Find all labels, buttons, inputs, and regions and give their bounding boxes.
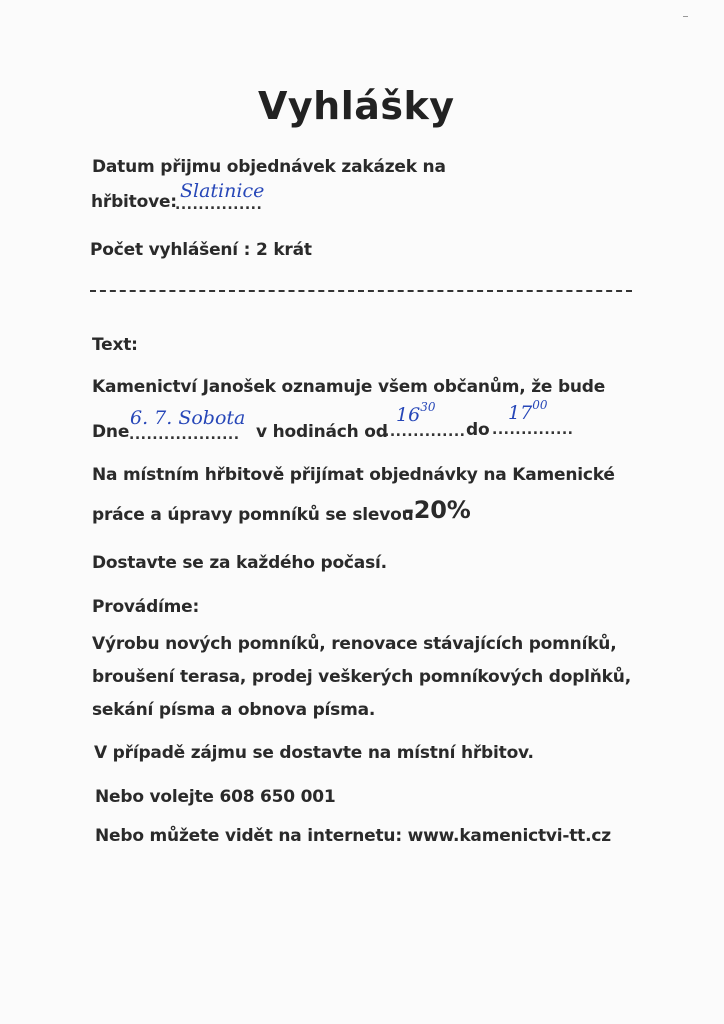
weather-line: Dostavte se za každého počasí. — [92, 553, 387, 573]
text-label: Text: — [92, 335, 138, 355]
to-time-handwritten — [508, 398, 548, 424]
web-line: Nebo můžete vidět na internetu: www.kamenictvi-tt.cz — [95, 826, 611, 846]
discount-value: -20% — [404, 496, 471, 524]
provide-line-2: broušení terasa, prodej veškerých pomníkových doplňků, — [92, 667, 631, 687]
intake-handwritten-place: Slatinice — [180, 180, 265, 202]
from-hour: 16 — [396, 404, 421, 426]
to-minutes: 00 — [532, 398, 548, 412]
divider-dashed — [90, 290, 632, 292]
intake-line-1: Datum přijmu objednávek zakázek na — [92, 157, 446, 177]
from-dots: .............. — [384, 424, 466, 440]
dne-handwritten-date: 6. 7. Sobota — [130, 407, 246, 429]
scan-mark — [683, 16, 688, 17]
time-label: v hodinách od — [256, 422, 388, 442]
dne-dots: ................... — [129, 427, 240, 443]
interest-line: V případě zájmu se dostavte na místní hřbitov. — [94, 743, 534, 763]
provide-line-3: sekání písma a obnova písma. — [92, 700, 376, 720]
to-hour: 17 — [508, 402, 533, 424]
page-title: Vyhlášky — [258, 84, 455, 128]
dne-label: Dne — [92, 422, 130, 442]
intake-dots: ............... — [175, 197, 263, 213]
paragraph-1: Kamenictví Janošek oznamuje všem občanům, že bude — [92, 377, 606, 397]
do-label: do — [466, 420, 490, 440]
from-time-handwritten — [396, 400, 436, 426]
phone-line: Nebo volejte 608 650 001 — [95, 787, 336, 807]
provide-label: Provádíme: — [92, 597, 200, 617]
provide-line-1: Výrobu nových pomníků, renovace stávajících pomníků, — [92, 634, 617, 654]
intake-line-2-label: hřbitove: — [91, 192, 177, 212]
paragraph-2-line-2: práce a úpravy pomníků se slevou — [92, 505, 414, 525]
paragraph-2-line-1: Na místním hřbitově přijímat objednávky na Kamenické — [92, 465, 615, 485]
to-dots: .............. — [492, 422, 574, 438]
announcement-count: Počet vyhlášení : 2 krát — [90, 240, 312, 260]
from-minutes: 30 — [420, 400, 436, 414]
